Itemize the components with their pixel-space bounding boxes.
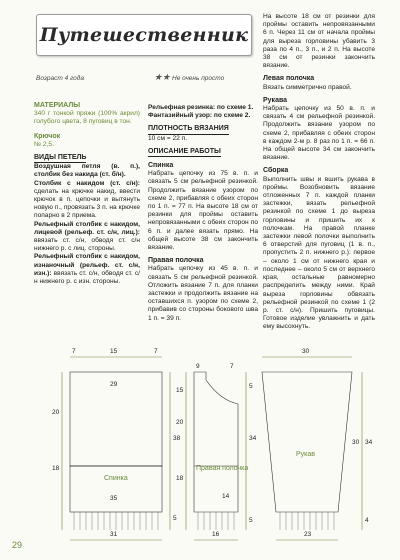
front-dim-width-a: 14 bbox=[222, 493, 230, 500]
difficulty-label: Не очень просто bbox=[172, 75, 225, 82]
front-dim-bottom-w: 16 bbox=[212, 531, 220, 538]
sleeve-schematic bbox=[262, 357, 362, 540]
hook-heading: Крючок bbox=[34, 132, 61, 140]
back-dim-left-low: 18 bbox=[52, 465, 60, 472]
front-dim-bottom-h: 5 bbox=[249, 517, 253, 524]
back-dim-right-h: 38 bbox=[173, 435, 181, 442]
front-dim-inner-h: 20 bbox=[176, 419, 184, 426]
sleeve-dim-bottom-w: 23 bbox=[304, 531, 312, 538]
sleeve-dim-bottom-h: 4 bbox=[365, 517, 369, 524]
sleeve-rib-hatch bbox=[280, 512, 334, 530]
difficulty-stars-icon: ★★ bbox=[154, 72, 171, 82]
sleeve-text: Набрать цепочку из 50 в. п. и связать 4 см рельефной резинкой. Продолжить вязание узором по схеме 2, прибавляя с обеих сторон в каждом 2-м р. 8 раз по 1 п. = 66 п. На общей высоте 34 см закончить вязание. bbox=[263, 105, 375, 162]
front-label: Правая полочка bbox=[196, 465, 249, 472]
assembly-text: Выполнить швы и вшить рукава в проймы. Возобновить вязание отложенных 7 п. каждой планки застежки, вязать рельефной резинкой по схеме 1 до выреза горловины и пришить их к полочкам. На правой планке застежки левой полочки выполнить 6 отверстий для пуговиц (1 в. п., пропустить 2 п. нижнего р.): первое – около 1 см от нижнего края и последнее – около 5 см от верхнего края, остальные равномерно распределить между ними. Край выреза горловины обвязать рельефной резинкой по схеме 1 (2 р. ст. с/н). Пришить пуговицы. Готовое изделие увлажнить и дать ему высохнуть. bbox=[263, 175, 375, 331]
stitch-dc-title: Столбик с накидом (ст. с/н): bbox=[34, 179, 140, 187]
front-heading: Правая полочка bbox=[148, 257, 204, 265]
sleeve-dim-total: 34 bbox=[365, 439, 373, 446]
back-dim-inner: 29 bbox=[110, 381, 118, 388]
stitch-relief-front-text: ввязать ст. с/н, обводя ст. с/н нижнего р. с лиц. стороны. bbox=[34, 237, 140, 253]
front-dim-top-l: 9 bbox=[196, 363, 200, 370]
sleeve-label: Рукав bbox=[296, 451, 315, 458]
rib-pattern: Рельефная резинка: по схеме 1. bbox=[148, 104, 254, 111]
sleeve-heading: Рукава bbox=[263, 96, 288, 104]
front-dim-left-h: 18 bbox=[176, 475, 184, 482]
page-title: Путешественник bbox=[39, 24, 249, 46]
materials-heading: МАТЕРИАЛЫ bbox=[34, 102, 81, 109]
assembly-heading: Сборка bbox=[263, 167, 289, 175]
sleeve-dim-height: 30 bbox=[352, 439, 360, 446]
materials-text: 340 г тонкой пряжи (100% акрил) голубого цвета, 8 пуговиц в тон. bbox=[34, 110, 140, 126]
stitch-relief-front-title: Рельефный столбик с накидом, лицевой (рельеф. ст. с/н, лиц.): bbox=[34, 220, 140, 236]
stitch-dc-text: сделать на крючке накид, ввести крючок в п. цепочки и вытянуть новую п., провязать 3 п. на крючке попарно в 2 приема. bbox=[34, 187, 140, 220]
stitches-heading: ВИДЫ ПЕТЕЛЬ bbox=[34, 154, 86, 163]
fancy-pattern: Фантазийный узор: по схеме 2. bbox=[148, 112, 251, 120]
back-heading: Спинка bbox=[148, 162, 174, 170]
front-schematic bbox=[186, 372, 249, 540]
back-dim-top-mid: 15 bbox=[110, 348, 118, 355]
back-label: Спинка bbox=[104, 475, 128, 482]
hook-text: № 2,5. bbox=[34, 140, 54, 148]
back-dim-top: 7 bbox=[72, 348, 76, 355]
front-dim-top-r: 7 bbox=[230, 363, 234, 370]
density-heading: ПЛОТНОСТЬ ВЯЗАНИЯ bbox=[148, 125, 229, 134]
back-dim-bottom-w: 31 bbox=[110, 531, 118, 538]
front-dim-side-mid: 5 bbox=[249, 383, 253, 390]
front-outline bbox=[194, 372, 238, 512]
back-text: Набрать цепочку из 75 в. п. и связать 5 см рельефной резинкой. Продолжить вязание узором по схеме 2, прибавляя с обеих сторон по 1 п. = 77 п. На высоте 18 см от резинки для проймы оставить непровязанными с обеих сторон по 6 п. и далее вязать прямо. На общей высоте 38 см закончить вязание. bbox=[148, 170, 258, 252]
front-continued-text: На высоте 18 см от резинки для проймы оставить непровязанными 6 п. Через 11 см от начала проймы для выреза горловины убавить 3 раза по 4 п., 3 п., и 2 п. На высоте 38 см от резинки закончить вязание. bbox=[263, 13, 375, 70]
back-lower-outline bbox=[70, 466, 162, 512]
front-text: Набрать цепочку из 45 в. п. и связать 5 см рельефной резинкой. Отложить вязание 7 п. для планки застежки и продолжить вязание на оставшихся п. узором по схеме 2, прибавив со стороны бокового шва 1 п. = 39 п. bbox=[148, 265, 258, 322]
age-label: Возраст 4 года bbox=[36, 75, 84, 82]
work-heading: ОПИСАНИЕ РАБОТЫ bbox=[148, 148, 221, 157]
left-front-heading: Левая полочка bbox=[263, 75, 315, 83]
front-dim-right-h: 34 bbox=[249, 435, 257, 442]
front-dim-side-top: 15 bbox=[176, 387, 184, 394]
front-rib-hatch bbox=[198, 512, 234, 530]
back-dim-bottom-h: 5 bbox=[173, 515, 177, 522]
back-dim-mid: 35 bbox=[110, 495, 118, 502]
stitch-relief-back-text: ввязать ст. с/н, обводя ст. с/н нижнего р. с изн. стороны. bbox=[34, 269, 140, 286]
sleeve-dim-top: 30 bbox=[302, 348, 310, 355]
left-front-text: Вязать симметрично правой. bbox=[263, 83, 352, 91]
sleeve-outline bbox=[262, 372, 352, 512]
density-text: 10 см = 22 п. bbox=[148, 134, 188, 142]
back-rib-hatch bbox=[74, 512, 158, 530]
back-dim-top-right: 7 bbox=[154, 348, 158, 355]
back-dim-left-h: 20 bbox=[52, 409, 60, 416]
stitch-relief-back-title: Рельефный столбик с накидом, изнаночный (рельеф. ст. с/н, изн.): bbox=[34, 253, 140, 277]
stitch-chain: Воздушная петля (в. п.), столбик без накида (ст. б/н). bbox=[34, 163, 140, 179]
page-number: 29 bbox=[12, 540, 23, 550]
